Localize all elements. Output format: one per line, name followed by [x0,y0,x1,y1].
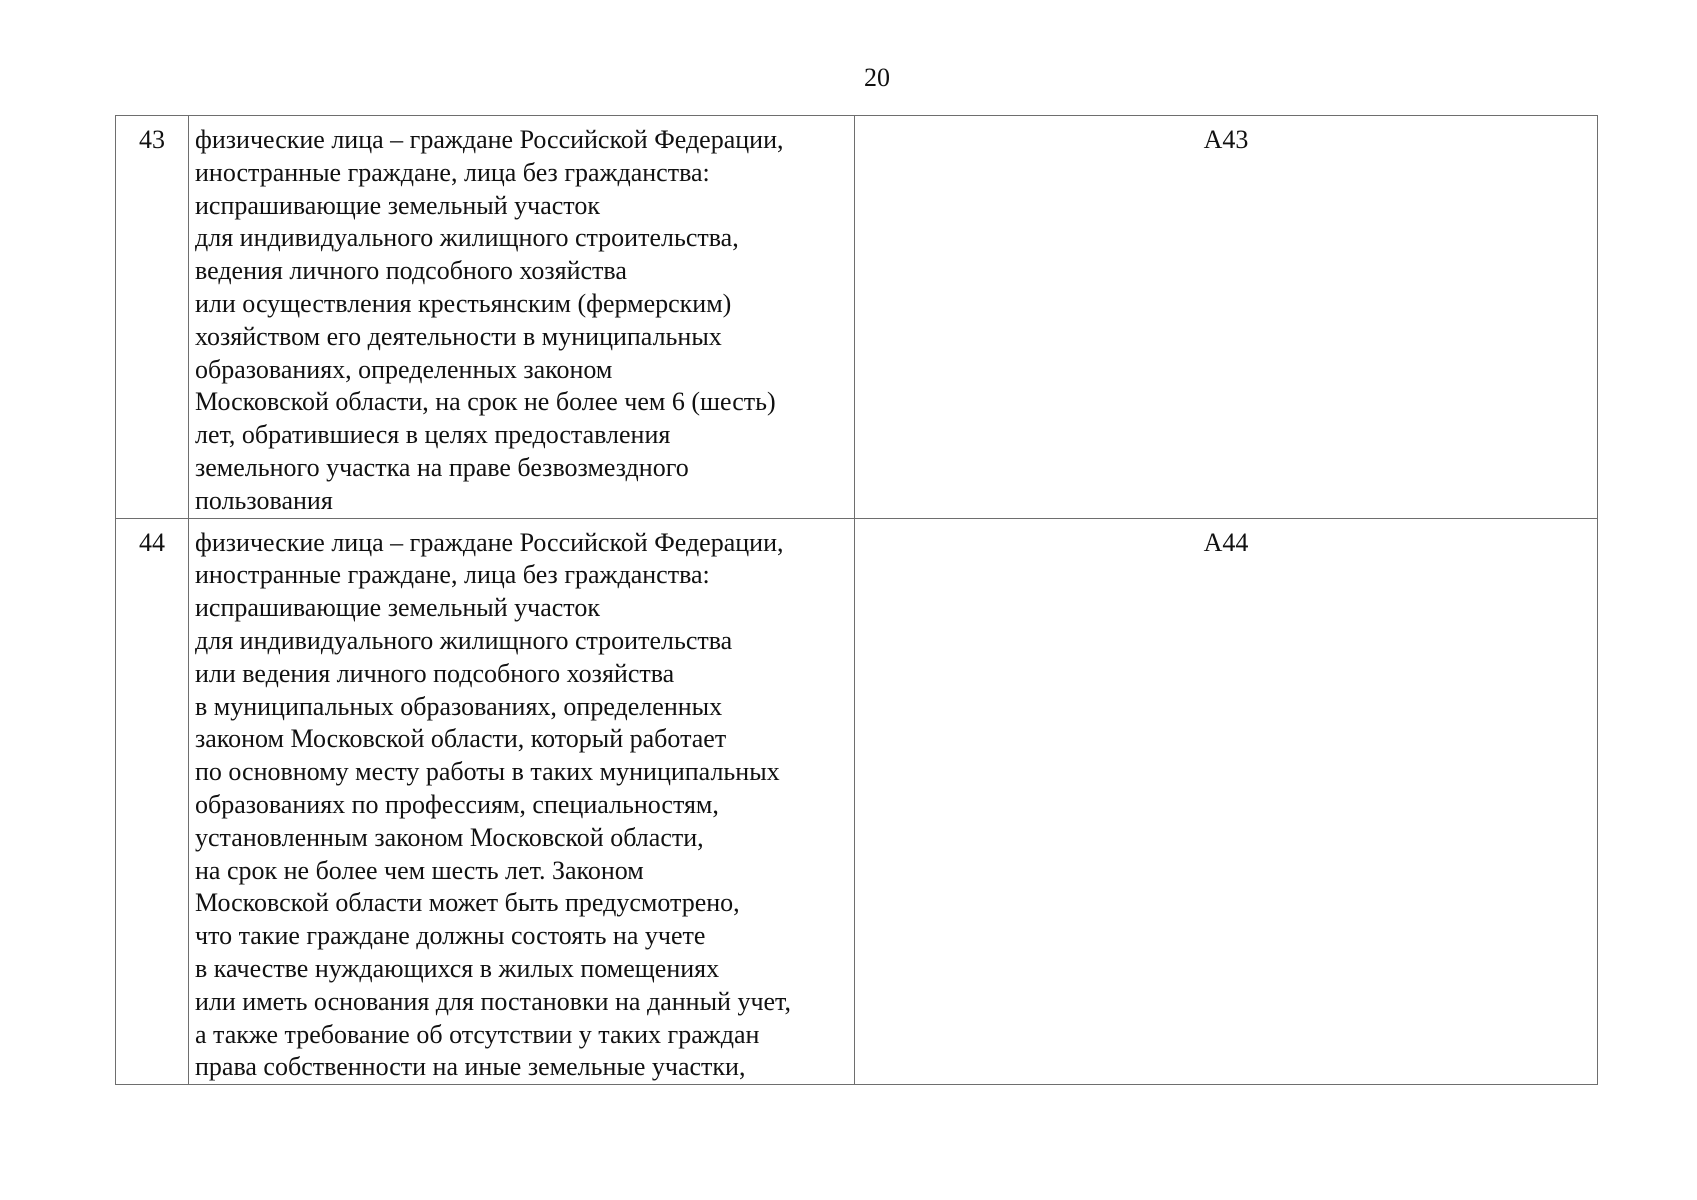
description-line: физические лица – граждане Российской Федерации, [195,527,784,557]
applicant-description-cell [189,518,855,1085]
description-line: или осуществления крестьянским (фермерским) [195,288,732,318]
description-line: для индивидуального жилищного строительства, [195,223,739,253]
code-cell: А44 [855,518,1598,1085]
applicant-description-cell [189,116,855,519]
description-line: что такие граждане должны состоять на учете [195,921,706,951]
description-line: установленным законом Московской области, [195,822,704,852]
description-line: испрашивающие земельный участок [195,190,600,220]
description-line: испрашивающие земельный участок [195,593,600,623]
description-line: иностранные граждане, лица без гражданства: [195,560,710,590]
description-line: пользования [195,485,333,515]
description-line: в качестве нуждающихся в жилых помещениях [195,953,720,983]
code-cell: А43 [855,116,1598,519]
description-line: образованиях, определенных законом [195,354,613,384]
description-line: на срок не более чем шесть лет. Законом [195,855,644,885]
description-line: для индивидуального жилищного строительства [195,625,733,655]
description-line: в муниципальных образованиях, определенных [195,691,723,721]
description-line: или иметь основания для постановки на данный учет, [195,986,791,1016]
description-line: земельного участка на праве безвозмездного [195,452,689,482]
description-line: образованиях по профессиям, специальностям, [195,789,719,819]
description-line: лет, обратившиеся в целях предоставления [195,420,671,450]
row-number-cell: 44 [116,518,189,1085]
description-line: хозяйством его деятельности в муниципальных [195,321,722,351]
row-number-cell: 43 [116,116,189,519]
description-line: иностранные граждане, лица без гражданства: [195,157,710,187]
page-number: 20 [864,63,890,92]
description-line: Московской области, на срок не более чем 6 (шесть) [195,387,776,417]
description-line: Московской области может быть предусмотрено, [195,888,740,918]
table-row [116,116,1598,519]
description-line: физические лица – граждане Российской Федерации, [195,125,784,154]
description-line: по основному месту работы в таких муниципальных [195,757,780,787]
description-line: права собственности на иные земельные участки, [195,1052,746,1082]
table-row [116,518,1598,1085]
description-line: или ведения личного подсобного хозяйства [195,658,675,688]
description-line: ведения личного подсобного хозяйства [195,256,627,286]
description-line: законом Московской области, который работает [195,724,727,754]
description-line: а также требование об отсутствии у таких граждан [195,1019,760,1049]
applicant-categories-table [115,115,1598,1085]
